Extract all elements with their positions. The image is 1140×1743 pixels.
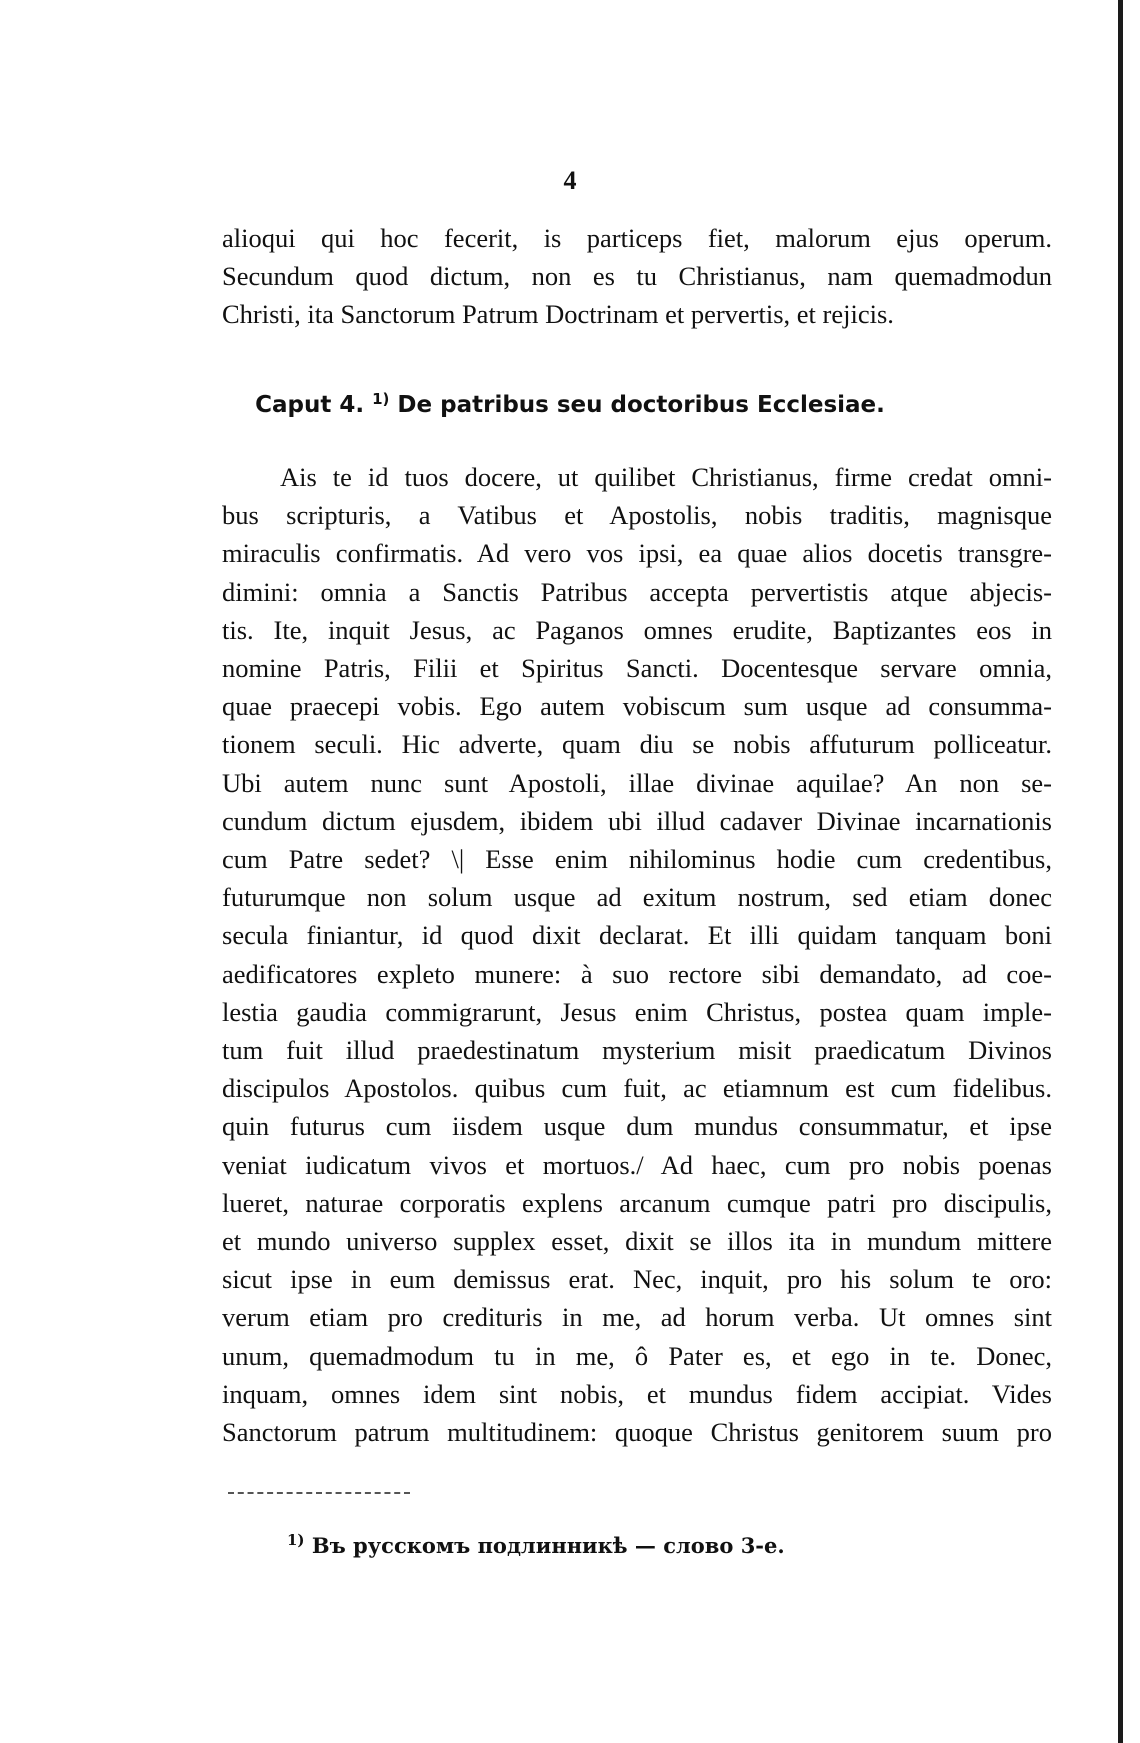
chapter-number: Caput 4.	[255, 392, 365, 418]
text-line: cundum dictum ejusdem, ibidem ubi illud cadaver Divinae incarnationis	[222, 805, 1052, 836]
text-line: et mundo universo supplex esset, dixit se illos ita in mundum mittere	[222, 1226, 1052, 1257]
text-line: veniat iudicatum vivos et mortuos./ Ad haec, cum pro nobis poenas	[222, 1149, 1052, 1180]
footnote-rule	[228, 1492, 410, 1494]
text-line: lestia gaudia commigrarunt, Jesus enim Christus, postea quam imple-	[222, 996, 1052, 1027]
chapter-title: De patribus seu doctoribus Ecclesiae.	[397, 392, 885, 418]
text-line: quae praecepi vobis. Ego autem vobiscum sum usque ad consumma-	[222, 691, 1052, 722]
text-line: tum fuit illud praedestinatum mysterium misit praedicatum Divinos	[222, 1035, 1052, 1066]
text-line: Sanctorum patrum multitudinem: quoque Christus genitorem suum pro	[222, 1417, 1052, 1448]
text-line: miraculis confirmatis. Ad vero vos ipsi, ea quae alios docetis transgre-	[222, 538, 1052, 569]
page-edge-line	[1118, 0, 1123, 1743]
text-line: tionem seculi. Hic adverte, quam diu se nobis affuturum polliceatur.	[222, 729, 1052, 760]
text-line: quin futurus cum iisdem usque dum mundus consummatur, et ipse	[222, 1111, 1052, 1142]
text-line: cum Patre sedet? \| Esse enim nihilominus hodie cum credentibus,	[222, 844, 1052, 875]
text-line: Christi, ita Sanctorum Patrum Doctrinam et pervertis, et rejicis.	[222, 299, 894, 330]
text-line: Ais te id tuos docere, ut quilibet Christianus, firme credat omni-	[280, 462, 1052, 492]
text-line: aedificatores expleto munere: à suo rectore sibi demandato, ad coe-	[222, 958, 1052, 989]
text-line: lueret, naturae corporatis explens arcanum cumque patri pro discipulis,	[222, 1187, 1052, 1218]
text-line: Ubi autem nunc sunt Apostoli, illae divinae aquilae? An non se-	[222, 767, 1052, 798]
text-line: discipulos Apostolos. quibus cum fuit, ac etiamnum est cum fidelibus.	[222, 1073, 1052, 1104]
chapter-heading	[0, 392, 1140, 418]
text-line: tis. Ite, inquit Jesus, ac Paganos omnes erudite, Baptizantes eos in	[222, 614, 1052, 645]
footnote	[287, 1533, 785, 1558]
main-paragraph	[222, 458, 1052, 1451]
page-number: 4	[563, 166, 577, 195]
text-line: nomine Patris, Filii et Spiritus Sancti. Docentesque servare omnia,	[222, 653, 1052, 684]
text-line: sicut ipse in eum demissus erat. Nec, inquit, pro his solum te oro:	[222, 1264, 1052, 1295]
footnote-reference: 1)	[372, 390, 390, 408]
footnote-mark: 1)	[287, 1531, 305, 1549]
text-line: dimini: omnia a Sanctis Patribus accepta pervertistis atque abjecis-	[222, 576, 1052, 607]
text-line: secula finiantur, id quod dixit declarat. Et illi quidam tanquam boni	[222, 920, 1052, 951]
intro-paragraph	[222, 219, 1052, 334]
text-line: Secundum quod dictum, non es tu Christianus, nam quemadmodun	[222, 261, 1052, 292]
text-line: alioqui qui hoc fecerit, is particeps fiet, malorum ejus operum.	[222, 223, 1052, 253]
text-line: verum etiam pro credituris in me, ad horum verba. Ut omnes sint	[222, 1302, 1052, 1333]
text-line: inquam, omnes idem sint nobis, et mundus fidem accipiat. Vides	[222, 1378, 1052, 1409]
footnote-text: Въ русскомъ подлинникѣ — слово 3-е.	[311, 1533, 785, 1558]
text-line: bus scripturis, a Vatibus et Apostolis, nobis traditis, magnisque	[222, 500, 1052, 531]
text-line: unum, quemadmodum tu in me, ô Pater es, et ego in te. Donec,	[222, 1340, 1052, 1371]
text-line: futurumque non solum usque ad exitum nostrum, sed etiam donec	[222, 882, 1052, 913]
